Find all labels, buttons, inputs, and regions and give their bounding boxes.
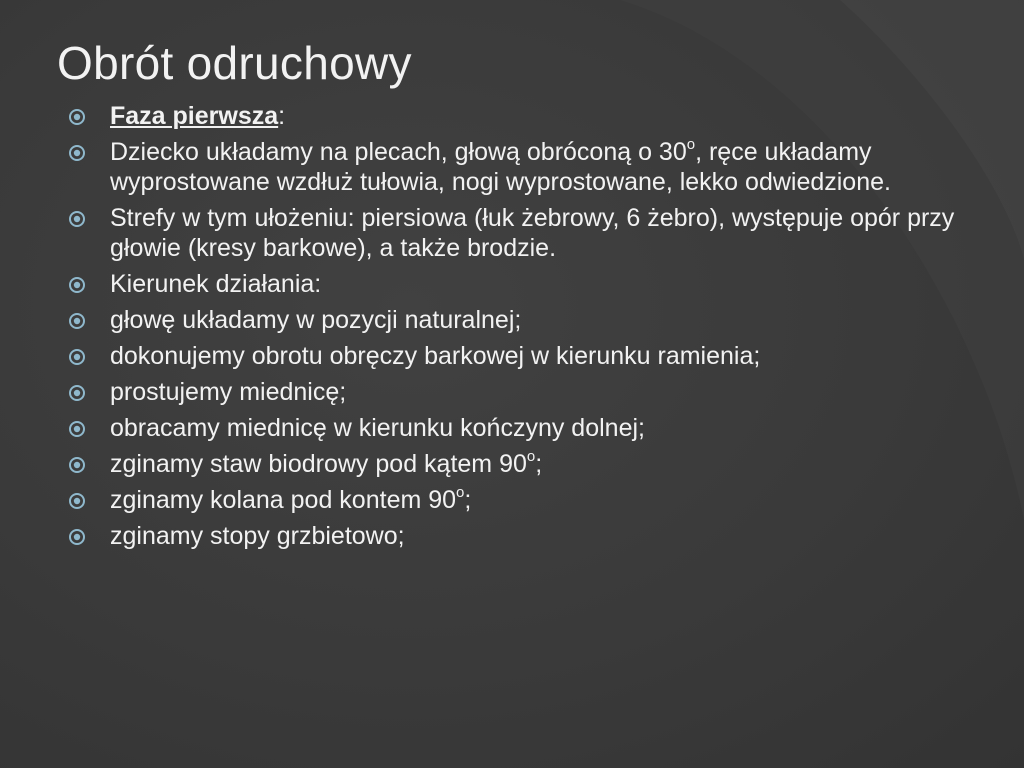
list-item (68, 521, 988, 551)
circle-dot-icon (68, 348, 86, 366)
item-text: obracamy miednicę w kierunku kończyny dolnej; (110, 414, 645, 442)
list-item (68, 413, 988, 443)
item-text: dokonujemy obrotu obręczy barkowej w kierunku ramienia; (110, 342, 761, 370)
item-text: Strefy w tym ułożeniu: piersiowa (łuk żebrowy, 6 żebro), występuje opór przy głowie (kresy barkowe), a także brodzie. (110, 204, 955, 262)
circle-dot-icon (68, 384, 86, 402)
item-text: Dziecko układamy na plecach, głową obróconą o 30 (110, 138, 687, 166)
list-item (68, 269, 988, 299)
item-text: prostujemy miednicę; (110, 378, 347, 406)
circle-dot-icon (68, 312, 86, 330)
list-item (68, 137, 988, 197)
circle-dot-icon (68, 276, 86, 294)
circle-dot-icon (68, 456, 86, 474)
circle-dot-icon (68, 144, 86, 162)
item-text: zginamy staw biodrowy pod kątem 90 (110, 450, 527, 478)
circle-dot-icon (68, 210, 86, 228)
bullet-list (68, 101, 988, 557)
item-text: zginamy kolana pod kontem 90 (110, 486, 457, 514)
phase-heading-colon: : (278, 102, 286, 130)
list-item (68, 203, 988, 263)
list-item (68, 377, 988, 407)
circle-dot-icon (68, 108, 86, 126)
phase-heading: Faza pierwsza (110, 102, 279, 130)
slide-title: Obrót odruchowy (57, 37, 412, 89)
item-text: zginamy stopy grzbietowo; (110, 522, 405, 550)
degree-superscript: o (686, 135, 696, 153)
circle-dot-icon (68, 492, 86, 510)
list-item (68, 101, 988, 131)
list-item (68, 485, 988, 515)
list-item (68, 341, 988, 371)
circle-dot-icon (68, 528, 86, 546)
item-text: głowę układamy w pozycji naturalnej; (110, 306, 522, 334)
degree-superscript: o (456, 483, 465, 501)
list-item (68, 449, 988, 479)
item-text-after: ; (535, 450, 543, 478)
list-item (68, 305, 988, 335)
item-text-after: , ręce układamy wyprostowane wzdłuż tułowia, nogi wyprostowane, lekko odwiedzione. (110, 138, 891, 196)
circle-dot-icon (68, 420, 86, 438)
item-text-after: ; (464, 486, 472, 514)
item-text: Kierunek działania: (110, 270, 322, 298)
degree-superscript: o (526, 447, 536, 465)
